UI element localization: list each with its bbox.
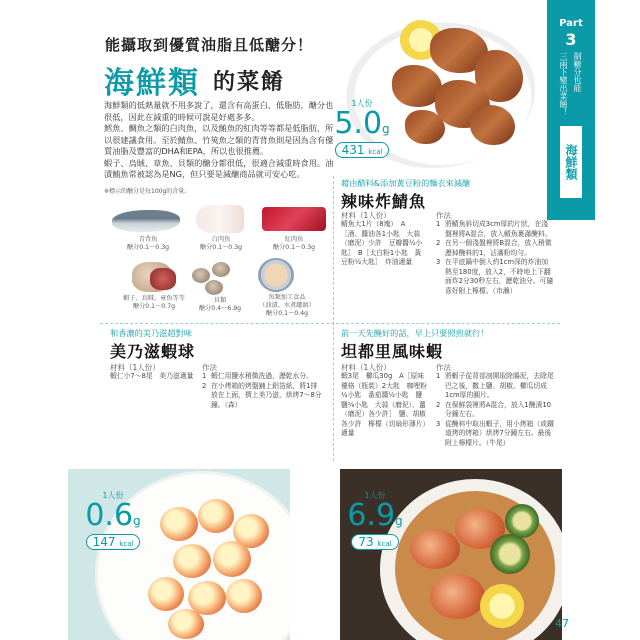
carb-value: 0.6g	[85, 498, 141, 533]
step: 2 在另一個淺盤裡將B混合，放入稍微瀝掉醃料的1，沾滿粉均勻。	[436, 239, 552, 257]
lemon-image	[480, 584, 524, 628]
chapter-caption-2: 三兩下變出菜餚！	[559, 52, 568, 116]
step: 1 蝦仁用鹽水稍微洗過，瀝乾水分。	[202, 372, 313, 380]
gallery-item: 貝類 醣分0.4～6.9g	[198, 297, 242, 312]
column-divider	[333, 176, 334, 461]
gallery-item: 紅肉魚 醣分0.1～0.3g	[272, 236, 316, 251]
ingredients-label: 材料（1人份）	[341, 211, 391, 220]
step: 3 從醃料中取出蝦子，用小烤箱（或鐵道烤的烤箱）烘烤7分鐘左右。最後附上檸檬片。（牛尾）	[436, 419, 554, 447]
mackerel-image	[112, 210, 180, 232]
carb-value: 6.9g	[347, 498, 403, 533]
ingredients-label: 材料（1人份）	[110, 363, 160, 372]
chapter-category: 海鮮類	[560, 126, 582, 198]
tuna-image	[262, 207, 326, 231]
ingredients-text: 蝦3尾 櫛瓜30g A［原味優格（瓶裝）2大匙 咖哩粉¼小匙 番茄醬½小匙 鹽鹽⅛小匙 大蒜（磨泥）、薑（磨泥）各少許］ 鹽、胡椒各少許 檸檬（切扇形薄片）適量	[341, 372, 427, 437]
section-divider	[100, 323, 560, 324]
tandoori-shrimp-nutrition-badge	[342, 490, 408, 550]
recipe-title: 坦都里風味蝦	[341, 342, 444, 361]
recipe-title: 辣味炸鯖魚	[341, 192, 427, 211]
part-label: Part	[559, 18, 583, 29]
page-title: 海鮮類	[104, 66, 200, 101]
method-steps	[436, 372, 554, 448]
gallery-item: 白肉魚 醣分0.1～0.3g	[199, 236, 243, 251]
amount-label: 1人份	[351, 99, 373, 108]
recipe-tag: 藉由醋料&添加黃豆粉的麵衣來減醣	[341, 178, 471, 188]
clam-image	[205, 280, 223, 295]
ingredients-text: 鯖魚大1片（8塊） A［酒、醬油各1小匙 大蒜（磨泥）少許 豆瓣醬½小匙］ B［太白粉1小匙 黃豆粉½大匙］ 炸油適量	[341, 220, 423, 266]
recipe-tag: 和香濃的美乃滋超對味	[110, 328, 192, 338]
method-label: 作法	[436, 211, 451, 220]
page-subtitle: 能攝取到優質油脂且低醣分！	[105, 36, 314, 54]
kcal-value: 431 kcal	[335, 142, 390, 158]
step: 2 在保鮮袋裡將A混合，放入1醃漬10分鐘左右。	[436, 400, 551, 418]
chapter-caption-1: 制糖分也能	[573, 52, 582, 92]
page-number: 47	[555, 617, 569, 630]
method-label: 作法	[436, 363, 451, 372]
intro-note: ※標示的醣分是每100g的含量。	[104, 188, 191, 195]
white-fish-image	[196, 205, 244, 233]
method-steps	[436, 220, 554, 296]
method-label: 作法	[202, 363, 217, 372]
intro-paragraph: 海鮮類的低熱量就不用多說了，還含有高蛋白、低脂肪，醣分也很低，因此在減重的時候可說是好處多多。	[104, 100, 334, 122]
recipe-tag: 前一天先醃好的話，早上只要照煎就行！	[341, 328, 489, 338]
gallery-item: 魚類加工食品 （油漬、水煮罐頭） 醣分0.1～0.4g	[259, 294, 315, 317]
step: 1 將鯖魚斜切成3cm厚的片狀，在淺盤裡將A混合，放入鯖魚裹滿醃料。	[436, 220, 552, 238]
kcal-value: 73 kcal	[351, 534, 398, 550]
page-title-suffix: 的菜餚	[213, 70, 286, 95]
ingredients-text: 蝦仁小7～8尾 美乃滋適量	[110, 372, 194, 380]
recipe-title: 美乃滋蝦球	[110, 342, 196, 361]
ingredients-label: 材料（1人份）	[341, 363, 391, 372]
intro-paragraph: 蝦子、烏賊、章魚、貝類的醣分都很低，很適合減重時食用。油漬鮪魚常被認為是NG，但只要是減醣商品就可安心吃。	[104, 157, 334, 179]
step: 2 在小烤箱的烤盤鋪上鋁箔紙，將1排放在上面，擠上美乃滋，烘烤7～8分鐘。（森）	[202, 381, 322, 409]
amount-label: 1人份	[364, 491, 386, 500]
intro-text	[104, 100, 334, 181]
method-steps	[202, 372, 322, 410]
spicy-mackerel-nutrition-badge	[332, 98, 392, 158]
gallery-item: 青背魚 醣分0.1～0.3g	[126, 236, 170, 251]
part-number: 3	[565, 30, 577, 49]
step: 3 在平底鍋中倒入約1cm深的炸油加熱至180度，放入2，不時地上下翻面炸2分30秒左右，瀝乾油分。可隨喜好附上檸檬。（市瀨）	[436, 258, 554, 295]
carb-value: 5.0g	[334, 106, 390, 141]
gallery-item: 蝦子、烏賊、章魚等等 醣分0.1～0.7g	[123, 295, 185, 310]
mayo-shrimp-nutrition-badge	[80, 490, 146, 550]
intro-paragraph: 鱈魚、鯛魚之類的白肉魚，以及鮪魚的紅肉等等都是低脂肪，所以很建議食用。至於鯖魚、竹筴魚之類的青背魚則是因為含有優質油脂及豐富的DHA和EPA，所以也很推薦。	[104, 123, 334, 156]
clam-image	[212, 262, 230, 277]
step: 1 將蝦子從背部剖開取除腸泥，去除尾巴之後，撒上鹽、胡椒。櫛瓜切成1cm厚的圓片。	[436, 372, 554, 399]
octopus-image	[150, 268, 176, 290]
amount-label: 1人份	[102, 491, 124, 500]
kcal-value: 147 kcal	[86, 534, 141, 550]
canned-fish-image	[258, 258, 294, 292]
